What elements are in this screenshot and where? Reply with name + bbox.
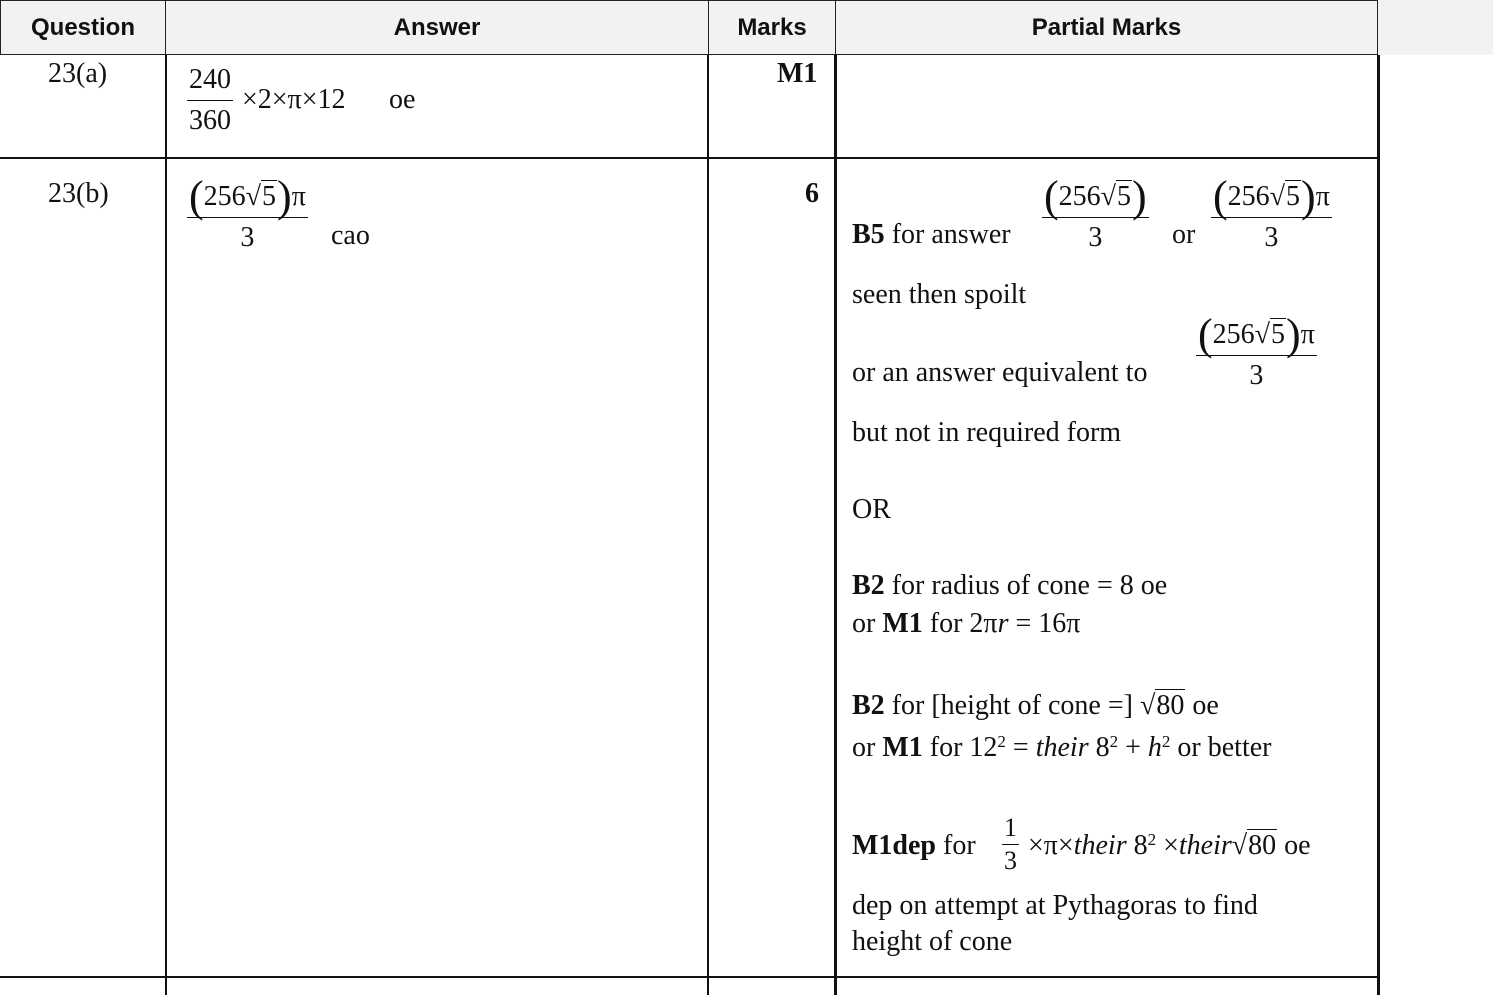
fraction-b5: $\frac{(256√5)}{3}$ [1044, 172, 1147, 253]
answer-suffix: cao [331, 220, 370, 251]
marks-value: 6 [805, 178, 819, 209]
b2-height-line: B2 for [height of cone =] √80 oe [852, 690, 1219, 721]
header-marks: Marks [708, 0, 836, 55]
or-caps-text: OR [852, 494, 891, 525]
row-divider [0, 157, 1380, 159]
answer-suffix: oe [389, 84, 416, 115]
column-divider [165, 55, 167, 995]
question-number: 23(b) [48, 178, 109, 209]
dep-note-line: height of cone [852, 926, 1013, 957]
seen-spoilt-text: seen then spoilt [852, 279, 1027, 310]
m1-pythagoras-line: or M1 for $12^2$ = their $8^2 + h^2$ or better [852, 732, 1272, 763]
header-question: Question [0, 0, 166, 55]
equivalent-text: or an answer equivalent to [852, 357, 1148, 388]
dep-note-line: dep on attempt at Pythagoras to find [852, 890, 1258, 921]
answer-fraction: $\frac{240}{360}$ [189, 64, 231, 136]
column-divider [707, 55, 709, 995]
fraction-b5-pi: $\frac{(256√5)\pi}{3}$ [1213, 172, 1330, 253]
or-text: or [1172, 219, 1196, 250]
not-required-text: but not in required form [852, 417, 1122, 448]
b2-radius-line: B2 for radius of cone = 8 oe [852, 570, 1168, 601]
row-divider [0, 976, 1380, 978]
fraction-equivalent: $\frac{(256√5)\pi}{3}$ [1198, 310, 1315, 391]
m1-circumference-line: or M1 for 2πr = 16π [852, 608, 1081, 639]
m1dep-expression: ×π×their $8^2$ ×their√80 oe [1028, 830, 1311, 861]
fraction-one-third: $\frac{1}{3}$ [1004, 813, 1017, 875]
column-divider [1377, 55, 1380, 995]
b5-line: B5 for answer [852, 219, 1011, 250]
header-partial-marks: Partial Marks [835, 0, 1378, 55]
marks-value: M1 [777, 58, 818, 89]
column-divider [834, 55, 837, 995]
question-number: 23(a) [48, 58, 108, 89]
m1dep-label: M1dep for [852, 830, 976, 861]
header-answer: Answer [165, 0, 709, 55]
answer-expression: ×2×π×12 [242, 84, 346, 115]
answer-fraction: $\frac{(256√5)\pi}{3}$ [189, 172, 306, 253]
